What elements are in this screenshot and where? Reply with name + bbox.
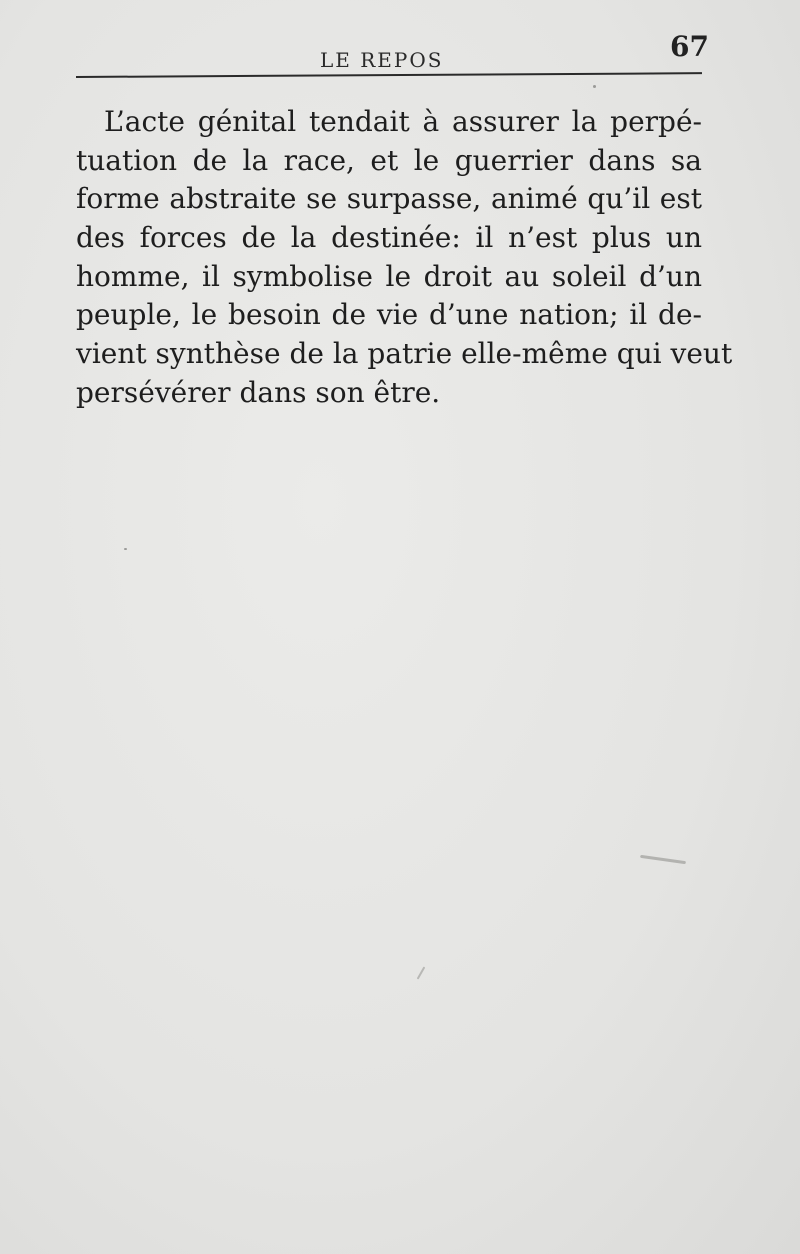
- text-line: forme abstraite se surpasse, animé qu’il est: [76, 182, 702, 216]
- body-paragraph: [76, 103, 733, 413]
- paper-speck: [640, 855, 686, 864]
- paper-speck: [593, 85, 596, 88]
- text-line: peuple, le besoin de vie d’une nation; il de-: [76, 298, 702, 332]
- text-line: homme, il symbolise le droit au soleil d’un: [76, 259, 702, 293]
- header-rule: [76, 72, 702, 78]
- paper-speck: [124, 548, 127, 550]
- paper-speck: [417, 966, 426, 979]
- page-number: 67: [670, 30, 709, 63]
- text-line: tuation de la race, et le guerrier dans sa: [76, 143, 702, 177]
- text-line: vient synthèse de la patrie elle-même qui veut: [76, 337, 733, 371]
- running-head: LE REPOS: [320, 48, 444, 72]
- text-line: L’acte génital tendait à assurer la perpé-: [104, 105, 702, 138]
- text-line: des forces de la destinée: il n’est plus un: [76, 221, 702, 255]
- text-line: persévérer dans son être.: [76, 375, 441, 409]
